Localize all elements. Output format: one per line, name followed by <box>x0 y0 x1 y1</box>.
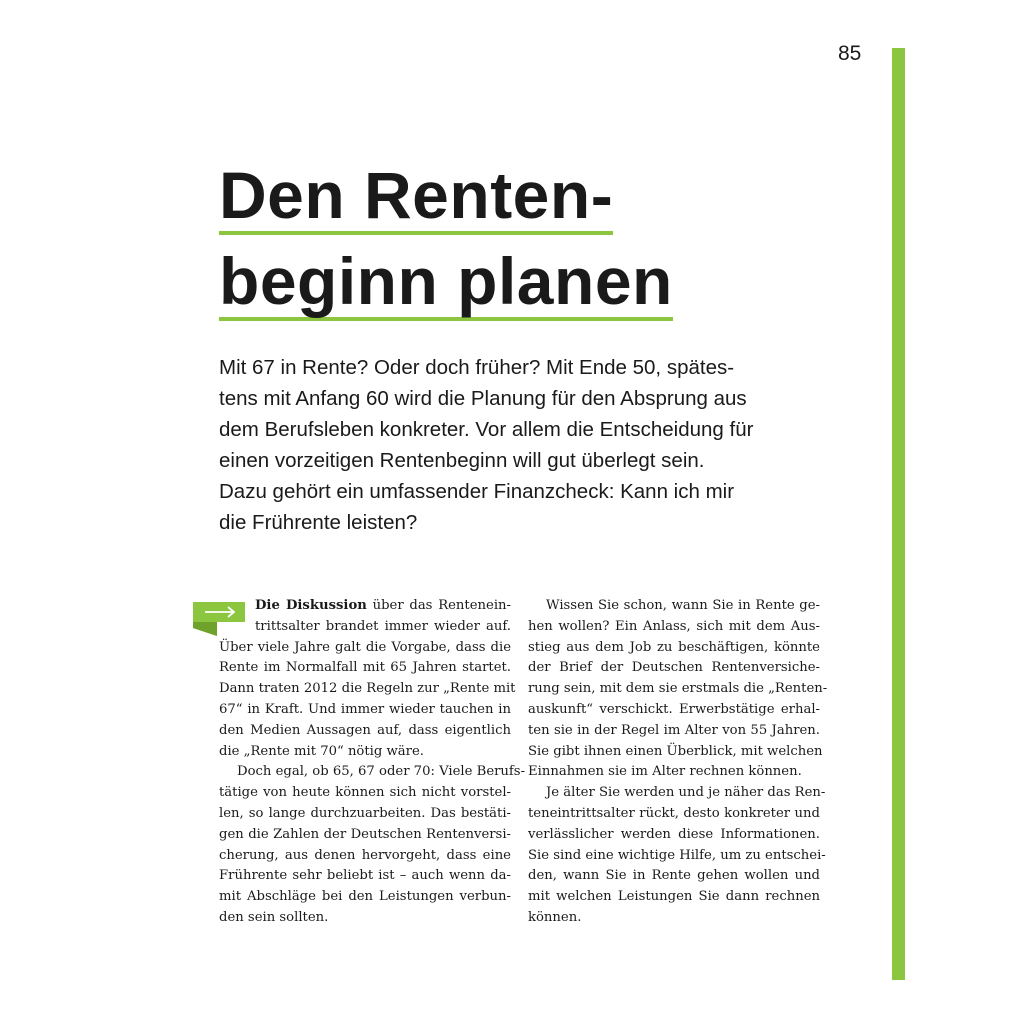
body-line: hen wollen? Ein Anlass, sich mit dem Aus- <box>528 618 820 634</box>
body-line: ten sie in der Regel im Alter von 55 Jahren. <box>528 722 820 738</box>
body-line: Dann traten 2012 die Regeln zur „Rente mit <box>219 681 516 697</box>
intro-line: dem Berufsleben konkreter. Vor allem die Entscheidung für <box>219 418 754 441</box>
body-line: Über viele Jahre galt die Vorgabe, dass die <box>219 639 511 655</box>
body-line: Frührente sehr beliebt ist – auch wenn da- <box>219 868 511 884</box>
intro-line: Mit 67 in Rente? Oder doch früher? Mit Ende 50, spätes- <box>219 356 735 379</box>
intro-line: die Frührente leisten? <box>219 511 418 534</box>
body-line: mit welchen Leistungen Sie dann rechnen <box>528 889 820 905</box>
body-column-right <box>528 596 828 929</box>
body-line: teneintrittsalter rückt, desto konkreter und <box>528 805 820 821</box>
body-line <box>219 596 511 617</box>
intro-line: tens mit Anfang 60 wird die Planung für den Absprung aus <box>219 387 747 410</box>
body-line: rung sein, mit dem sie erstmals die „Renten- <box>528 681 828 697</box>
body-column-left <box>219 596 526 929</box>
body-line: verlässlicher werden diese Informationen. <box>528 826 820 842</box>
body-line: den Medien Aussagen auf, dass eigentlich <box>219 722 511 738</box>
page-title-line-2: beginn planen <box>219 248 673 321</box>
body-line: Einnahmen sie im Alter rechnen können. <box>528 764 802 780</box>
body-line: tätige von heute können sich nicht vorstel- <box>219 785 511 801</box>
body-line: können. <box>528 909 582 925</box>
body-line: trittsalter brandet immer wieder auf. <box>255 618 511 634</box>
intro-line: einen vorzeitigen Rentenbeginn will gut überlegt sein. <box>219 449 705 472</box>
body-line: stieg aus dem Job zu beschäftigen, könnte <box>528 639 820 655</box>
page-number: 85 <box>838 42 862 65</box>
body-line-text: über das Rentenein- <box>366 598 511 613</box>
body-line: der Brief der Deutschen Rentenversiche- <box>528 660 820 676</box>
body-line: mit Abschläge bei den Leistungen verbun- <box>219 889 511 905</box>
body-line: cherung, aus denen hervorgeht, dass eine <box>219 847 511 863</box>
lead-word: Die Diskussion <box>255 598 367 613</box>
body-line: die „Rente mit 70“ nötig wäre. <box>219 743 424 759</box>
body-line: len, so lange durchzuarbeiten. Das bestäti- <box>219 805 511 821</box>
body-line: den, wann Sie in Rente gehen wollen und <box>528 868 820 884</box>
body-line: den sein sollten. <box>219 909 329 925</box>
body-line: Sie gibt ihnen einen Überblick, mit welchen <box>528 743 823 759</box>
body-line: gen die Zahlen der Deutschen Rentenversi- <box>219 826 511 842</box>
body-line: 67“ in Kraft. Und immer wieder tauchen in <box>219 701 511 717</box>
page-title-line-1: Den Renten- <box>219 162 613 235</box>
body-line: Rente im Normalfall mit 65 Jahren startet. <box>219 660 511 676</box>
body-line: Je älter Sie werden und je näher das Ren- <box>546 785 826 801</box>
body-line: Wissen Sie schon, wann Sie in Rente ge- <box>546 598 820 613</box>
intro-line: Dazu gehört ein umfassender Finanzcheck: Kann ich mir <box>219 480 735 503</box>
intro-paragraph <box>219 352 829 538</box>
body-line: auskunft“ verschickt. Erwerbstätige erhal- <box>528 701 820 717</box>
body-line: Sie sind eine wichtige Hilfe, um zu entschei- <box>528 847 826 863</box>
accent-side-bar <box>892 48 905 980</box>
body-line: Doch egal, ob 65, 67 oder 70: Viele Berufs- <box>237 764 526 780</box>
